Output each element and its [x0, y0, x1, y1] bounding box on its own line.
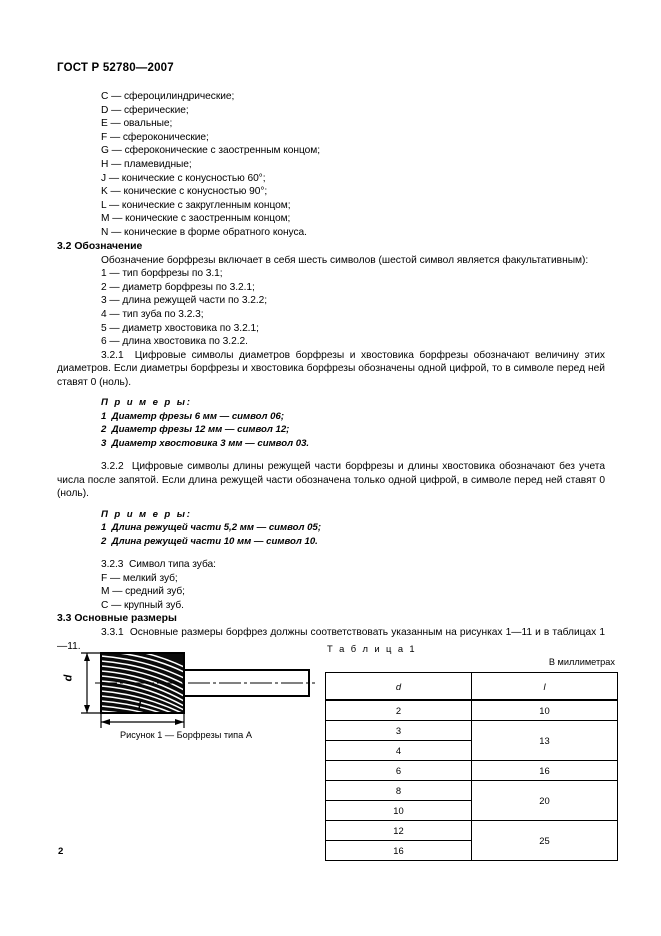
- column-header-d: d: [326, 673, 472, 701]
- type-list-item: N — конические в форме обратного конуса.: [101, 226, 307, 238]
- cell-d: 10: [326, 801, 472, 821]
- spacer: [57, 450, 605, 460]
- table-1: [325, 672, 618, 861]
- heading-3-3: 3.3 Основные размеры: [57, 613, 177, 625]
- dim-arrow-down: [84, 705, 90, 713]
- example-item: 1 Длина режущей части 5,2 мм — символ 05;: [101, 522, 322, 534]
- designation-item: 1 — тип борфрезы по 3.1;: [101, 268, 223, 280]
- heading-3-2: 3.2 Обозначение: [57, 240, 143, 252]
- figure-1: [57, 648, 315, 758]
- dim-arrow-right: [175, 719, 184, 725]
- burr-cutter-drawing: [57, 648, 315, 730]
- designation-item: 6 — длина хвостовика по 3.2.2.: [101, 336, 248, 348]
- table-header-row: [326, 673, 618, 701]
- cell-d: 2: [326, 700, 472, 721]
- table-row: [326, 761, 618, 781]
- type-list-item: E — овальные;: [101, 118, 173, 130]
- type-list-item: K — конические с конусностью 90°;: [101, 186, 268, 198]
- table-row: [326, 700, 618, 721]
- cell-l: 13: [472, 721, 618, 761]
- cell-d: 12: [326, 821, 472, 841]
- cell-d: 4: [326, 741, 472, 761]
- column-header-l: l: [472, 673, 618, 701]
- cell-d: 16: [326, 841, 472, 861]
- type-list-item: M — конические с заостренным концом;: [101, 213, 291, 225]
- tooth-type-item: M — средний зуб;: [101, 586, 185, 598]
- example-item: 3 Диаметр хвостовика 3 мм — символ 03.: [101, 437, 310, 449]
- dim-arrow-up: [84, 653, 90, 661]
- type-list-item: H — пламевидные;: [101, 158, 192, 170]
- spacer: [57, 548, 605, 558]
- label-diameter: d: [62, 674, 75, 682]
- example-item: 1 Диаметр фрезы 6 мм — символ 06;: [101, 410, 285, 422]
- cell-l: 10: [472, 700, 618, 721]
- type-list-item: D — сферические;: [101, 104, 189, 116]
- cell-d: 3: [326, 721, 472, 741]
- designation-item: 5 — диаметр хвостовика по 3.2.1;: [101, 322, 259, 334]
- cell-l: 20: [472, 781, 618, 821]
- table-row: [326, 821, 618, 841]
- table-title: Т а б л и ц а 1: [327, 643, 417, 654]
- paragraph-3-3-1: 3.3.1 Основные размеры борфрез должны соответствовать указанным на рисунках 1—11 и в таблицах 1—11.: [57, 627, 605, 653]
- designation-item: 2 — диаметр борфрезы по 3.2.1;: [101, 281, 255, 293]
- examples-title-3-2-2: П р и м е р ы:: [101, 508, 192, 520]
- tooth-type-item: F — мелкий зуб;: [101, 572, 178, 584]
- spacer: [57, 501, 605, 508]
- dim-arrow-left: [101, 719, 110, 725]
- paragraph-3-2-intro: Обозначение борфрезы включает в себя шесть символов (шестой символ является факультативным):: [101, 254, 589, 266]
- designation-item: 3 — длина режущей части по 3.2.2;: [101, 295, 268, 307]
- designation-item: 4 — тип зуба по 3.2.3;: [101, 308, 204, 320]
- type-list-item: J — конические с конусностью 60°;: [101, 172, 266, 184]
- type-list-item: F — сфероконические;: [101, 131, 209, 143]
- example-item: 2 Длина режущей части 10 мм — символ 10.: [101, 535, 318, 547]
- examples-title-3-2-1: П р и м е р ы:: [101, 397, 192, 409]
- cell-l: 25: [472, 821, 618, 861]
- example-item: 2 Диаметр фрезы 12 мм — символ 12;: [101, 424, 290, 436]
- running-head: ГОСТ Р 52780—2007: [57, 62, 174, 74]
- figure-caption: Рисунок 1 — Борфрезы типа А: [120, 730, 252, 740]
- page-number: 2: [58, 846, 64, 857]
- paragraph-3-2-2: 3.2.2 Цифровые символы длины режущей части борфрезы и длины хвостовика обозначают без учета числа после запятой. Если длина режущей части обозначена только одной цифрой, в символе перед ней ставят 0 (ноль).: [57, 461, 608, 500]
- cell-d: 6: [326, 761, 472, 781]
- clause-3-2-3-lead: 3.2.3 Символ типа зуба:: [101, 559, 216, 571]
- table-row: [326, 721, 618, 741]
- type-list-item: L — конические с закругленным концом;: [101, 199, 291, 211]
- paragraph-3-2-1: 3.2.1 Цифровые символы диаметров борфрезы и хвостовика борфрезы обозначают величину этих диаметров. Если диаметры борфрезы и хвостовика борфрезы обозначены одной цифрой, то в символе перед ней ставят 0 (ноль).: [57, 349, 608, 388]
- spacer: [57, 389, 605, 396]
- label-length: l: [138, 700, 142, 712]
- cell-l: 16: [472, 761, 618, 781]
- type-list-item: C — сфероцилиндрические;: [101, 91, 235, 102]
- text-column: [57, 90, 608, 654]
- table-units: В миллиметрах: [548, 657, 615, 667]
- type-list-item: G — сфероконические с заостренным концом;: [101, 145, 320, 157]
- table-row: [326, 781, 618, 801]
- cell-d: 8: [326, 781, 472, 801]
- tooth-type-item: C — крупный зуб.: [101, 599, 184, 611]
